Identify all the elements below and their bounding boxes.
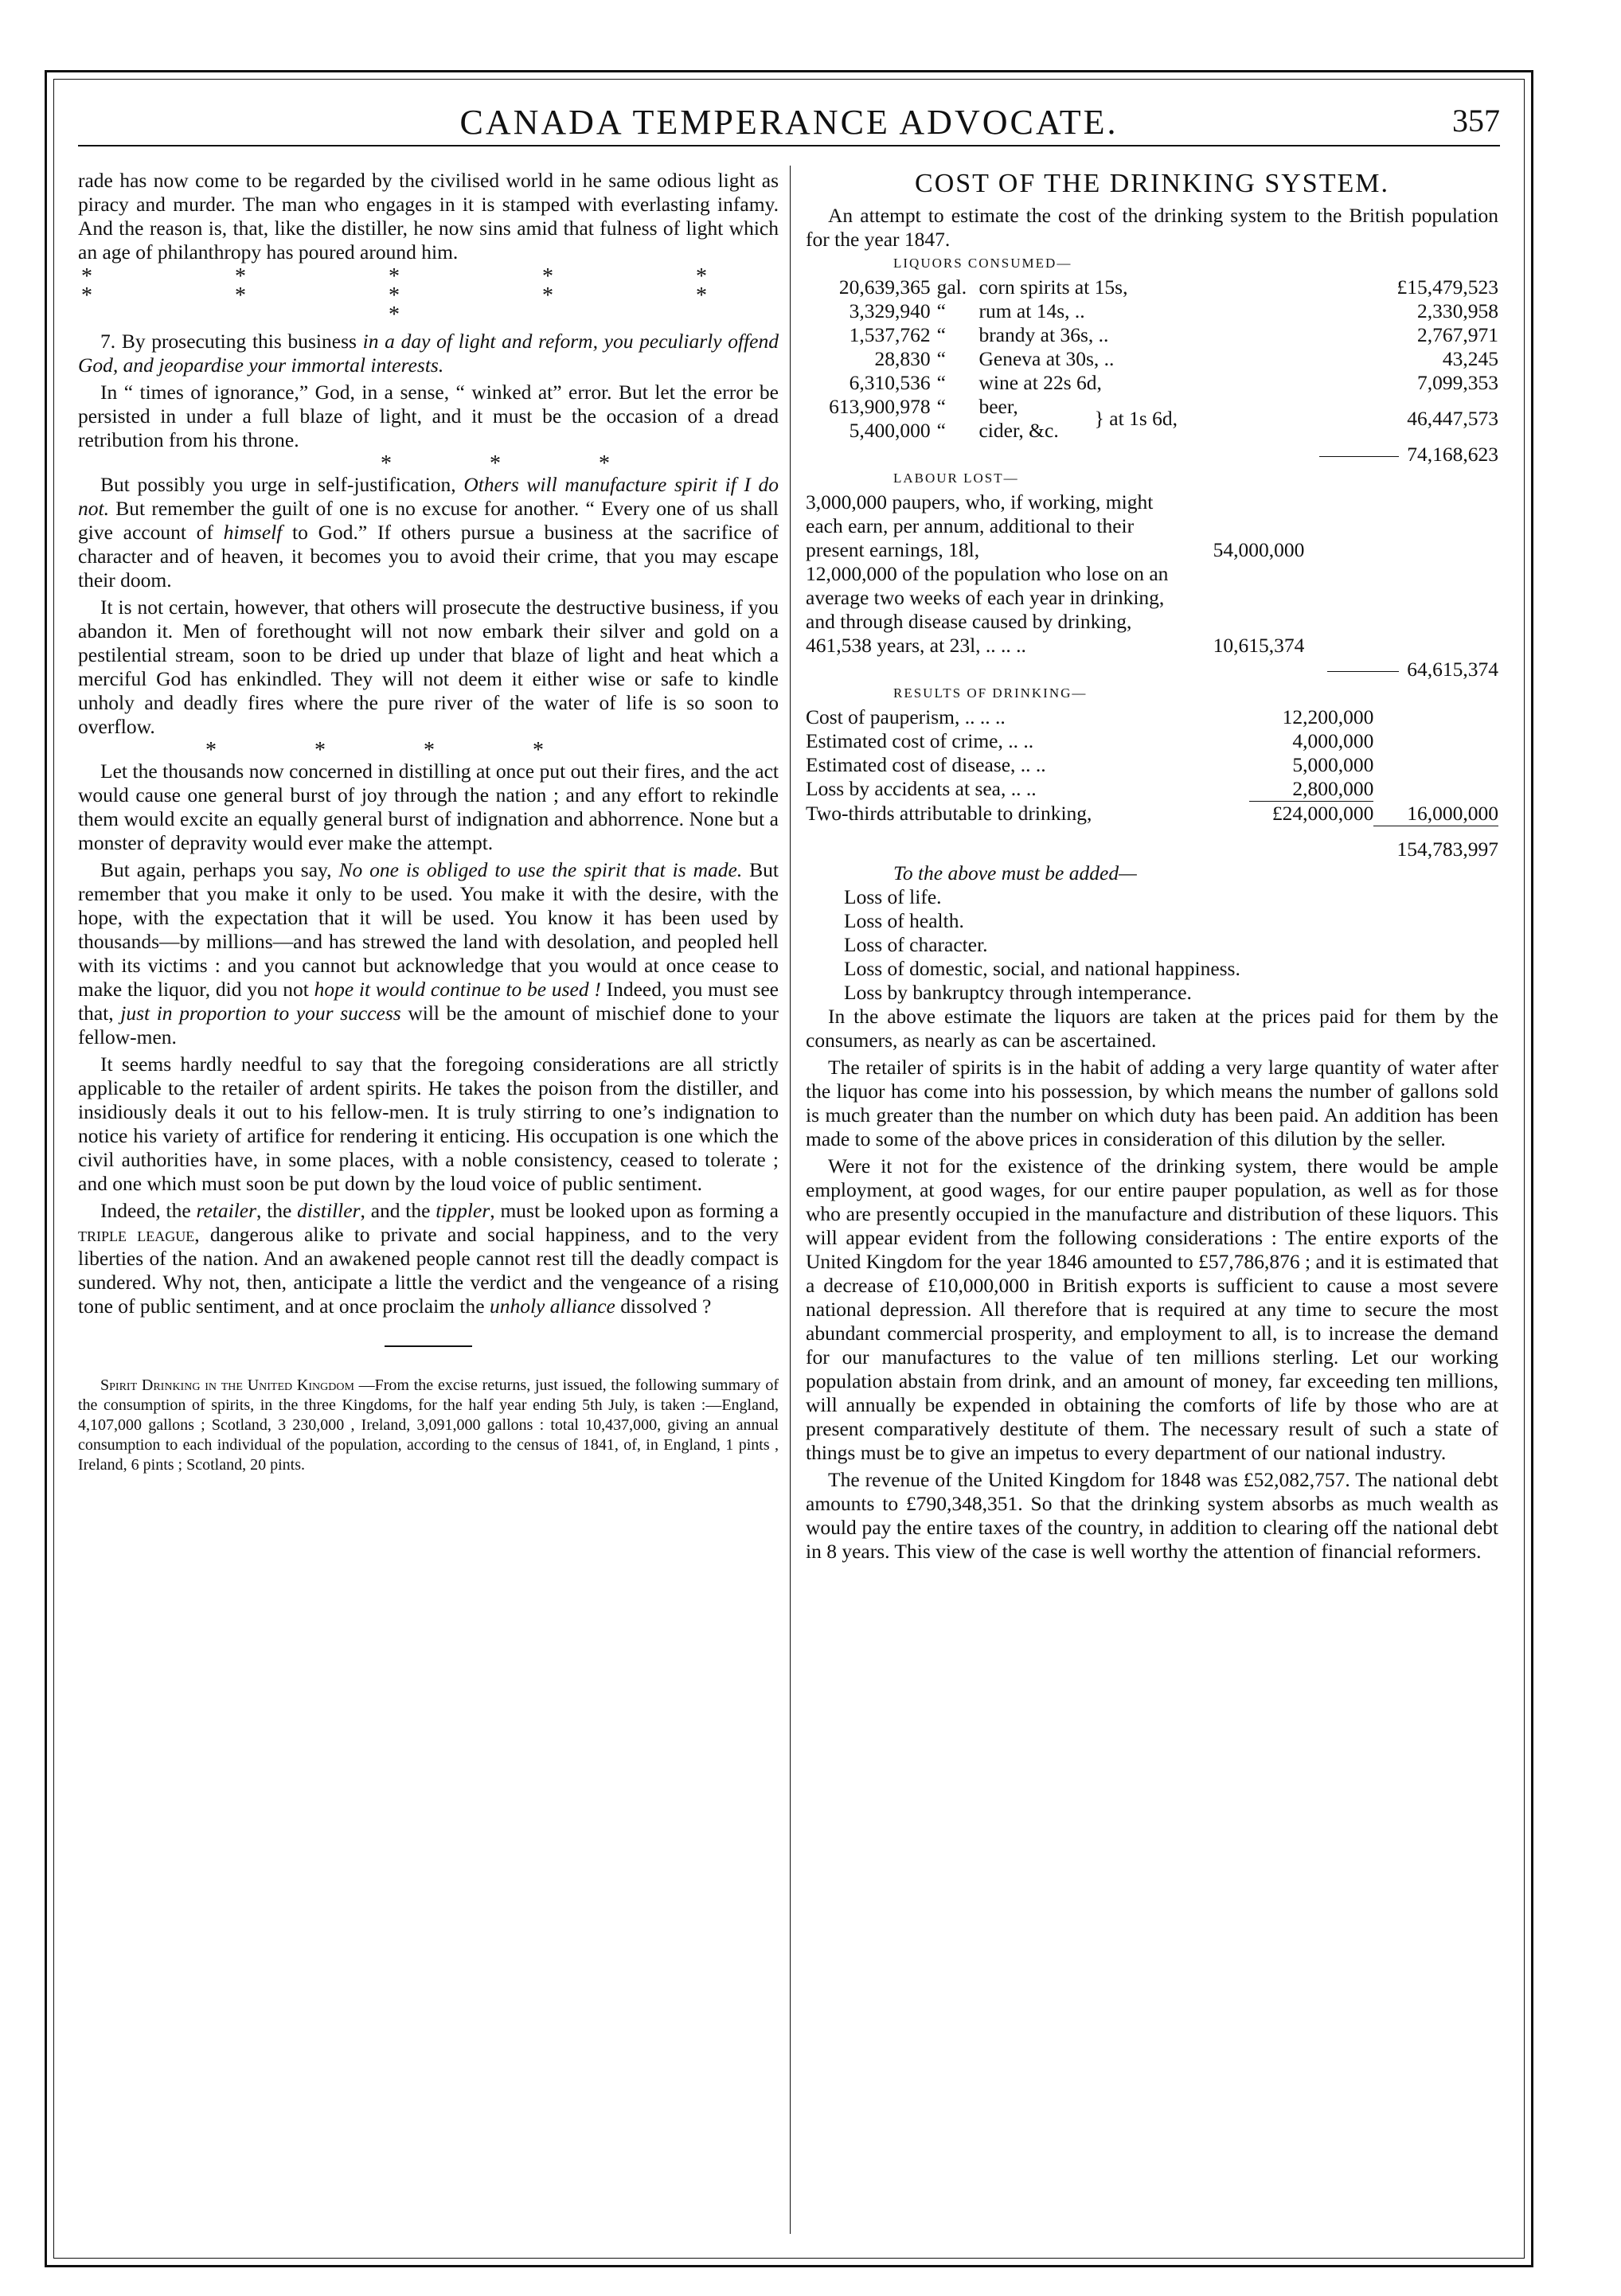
italic-run: retailer [196, 1199, 257, 1222]
text-run: , the [256, 1199, 298, 1222]
cell-amount: 2,767,971 [1417, 323, 1498, 346]
cell-desc: beer, [978, 395, 1018, 418]
page-frame [45, 70, 1533, 2267]
list-item: Loss of health. [844, 908, 964, 932]
table-row [806, 299, 1498, 323]
cell-quantity: 28,830 [874, 347, 931, 370]
cell-unit: gal. [936, 275, 967, 299]
italic-run: No one is obliged to use the spirit that is made. [338, 858, 743, 881]
paragraph: The retailer of spirits is in the habit of adding a very large quantity of water after the liquor has come into his possession, by which means the number of gallons sold is much greater than the number on which duty has been paid. An addition has been made to some of the above prices in consideration of this dilution by the seller. [806, 1055, 1498, 1150]
cell-desc: corn spirits at 15s, [978, 275, 1128, 299]
liquors-table [806, 275, 1498, 443]
paragraph: Were it not for the existence of the drinking system, there would be ample employment, at good wages, for our entire pauper population, as well as for those who are presently occupied in the manufacture and distribution of these liquors. This will appear evident from the following considerations : The entire exports of the United Kingdom for the year 1846 amounted to £57,786,876 ; and it is estimated that a decrease of £10,000,000 in British exports is sufficient to cause a most severe national depression. All therefore that is required at any time to secure the most abundant commercial prosperity, and employment to all, is to increase the demand for our manufactures to the value of ten millions sterling. Let our working population abstain from drink, and an amount of money, far exceeding ten millions, will annually be expended in obtaining the comforts of life by those who are at present comparatively destitute of them. The necessary result of such a state of things must be to give an impetus to every department of our national industry. [806, 1154, 1498, 1464]
cell-desc: rum at 14s, .. [978, 299, 1085, 322]
cell-desc: Estimated cost of crime, .. .. [806, 729, 1034, 752]
page-inner-frame [53, 79, 1525, 2259]
cell-quantity: 1,537,762 [849, 323, 931, 346]
table-row [806, 658, 1498, 681]
cell-desc: 12,000,000 of the population who lose on an average two weeks of each year in drinking, and through disease caused by drinking, 461,538 years, at 23l, .. .. .. [806, 562, 1169, 657]
italic-run: tippler [436, 1199, 490, 1222]
cell-empty [1373, 705, 1498, 729]
text-run: In “ times of ignorance,” God, in a sense, “ winked at” error. But let the error be persisted in under a full blaze of light, and it must be the occasion of a dread retribution from his throne. [78, 381, 779, 451]
text-run: But again, perhaps you say, [100, 858, 339, 881]
table-row [806, 777, 1498, 802]
cell-desc: Cost of pauperism, .. .. .. [806, 705, 1006, 728]
results-table [806, 705, 1498, 861]
column-divider [790, 166, 791, 2234]
table-subheading: LABOUR LOST— [893, 471, 1019, 486]
text-run: But remember that you make it only to be used. You make it with the desire, with the hope, with the expectation that it will be used. You know it has been used by thousands—by millions—and has strewed the land with desolation, and peopled hell with its victims : and you cannot but acknowledge that you would at once cease to make the liquor, did you not [78, 858, 779, 1001]
text-run: to God.” If others pursue a business at the sacrifice of character and of heaven, it becomes you to avoid their crime, that you may escape their doom. [78, 521, 779, 592]
cell-desc: Geneva at 30s, .. [978, 347, 1115, 370]
cell-amount: £15,479,523 [1396, 275, 1498, 299]
sum-rule [1327, 671, 1399, 672]
text-run: —From the excise returns, just issued, the following summary of the consumption of spirits, in the three Kingdoms, for the half year ending 5th July, is taken :—England, 4,107,000 gallons ; Scotland, 3 230,000 , Ireland, 3,091,000 gallons : total 10,437,000, giving an annual consumption to each individual of the population, according to the census of 1841, of, in England, 1 pints , Ireland, 6 pints ; Scotland, 20 pints. [78, 1376, 779, 1474]
table-row [806, 275, 1498, 299]
right-column [806, 169, 1498, 2234]
liquors-total-table [806, 443, 1498, 467]
cell-unit: “ [936, 395, 946, 418]
cell-unit: “ [936, 323, 946, 346]
table-row [806, 705, 1498, 729]
list-item: Loss of character. [844, 932, 988, 956]
labour-table [806, 490, 1498, 681]
text-run: , must be looked upon as forming a [490, 1199, 779, 1222]
journal-title: CANADA TEMPERANCE ADVOCATE. [459, 103, 1119, 142]
list-item: Loss by bankruptcy through intemperance. [844, 980, 1192, 1004]
table-subheading: LIQUORS CONSUMED— [893, 256, 1072, 271]
note-heading: Spirit Drinking in the United Kingdom [100, 1376, 354, 1394]
cell-empty [1373, 729, 1498, 753]
cell-amount: 16,000,000 [1407, 801, 1498, 825]
cell-amount: £24,000,000 [1249, 802, 1374, 826]
table-row [806, 395, 1498, 419]
sum-rule [1319, 456, 1399, 457]
paragraph: The revenue of the United Kingdom for 1848 was £52,082,757. The national debt amounts to £790,348,351. So that the drinking system absorbs as much wealth as would pay the entire taxes of the country, in addition to clearing off the national debt in 8 years. This view of the case is well worthy the attention of financial reformers. [806, 1467, 1498, 1563]
cell-unit: “ [936, 347, 946, 370]
table-row [806, 753, 1498, 777]
table-row [806, 802, 1498, 826]
cell-amount: 10,615,374 [1213, 634, 1305, 657]
text-run: Indeed, the [100, 1199, 197, 1222]
cell-amount: 46,447,573 [1407, 407, 1498, 430]
italic-run: just in proportion to your success [120, 1002, 401, 1025]
italic-run: himself [223, 521, 283, 544]
table-row [806, 323, 1498, 347]
cell-quantity: 20,639,365 [838, 275, 931, 299]
left-column [78, 169, 779, 2234]
cell-desc: cider, &c. [978, 419, 1059, 442]
paragraph [78, 473, 779, 592]
paragraph: It seems hardly needful to say that the foregoing considerations are all strictly applicable to the retailer of ardent spirits. He takes the poison from the distiller, and insidiously deals it out to his fellow-men. It is truly stirring to one’s indignation to notice his variety of artifice for rendering it enticing. His occupation is one which the civil authorities have, in some places, with a noble consistency, ceased to tolerate ; and one which must soon be put down by the loud voice of public sentiment. [78, 1052, 779, 1195]
text-run: But remember the guilt of one is no excuse for another. “ Every one of us shall give account of [78, 497, 779, 544]
paragraph [78, 1376, 779, 1475]
text-run: 7. By prosecuting this business [100, 330, 363, 353]
cell-desc: Estimated cost of disease, .. .. [806, 753, 1046, 776]
page-number: 357 [1452, 103, 1500, 139]
italic-run: Others will manufacture spirit if I do not. [78, 473, 779, 520]
paragraph [78, 1199, 779, 1318]
paragraph: Let the thousands now concerned in distilling at once put out their fires, and the act would cause one general burst of joy through the nation ; and any effort to rekindle them would excite an equally general burst of indignation and abhorrence. None but a monster of depravity would ever make the attempt. [78, 759, 779, 854]
cell-unit: “ [936, 371, 946, 394]
added-heading: To the above must be added— [893, 861, 1137, 884]
italic-run: distiller [297, 1199, 361, 1222]
list-item: Loss of domestic, social, and national happiness. [844, 956, 1240, 980]
liquors-total [1304, 443, 1498, 467]
cell-desc: 3,000,000 paupers, who, if working, might each earn, per annum, additional to their present earnings, 18l, [806, 490, 1154, 561]
cell-desc: wine at 22s 6d, [978, 371, 1102, 394]
labour-total [1304, 658, 1498, 681]
cell-amount: 5,000,000 [1292, 753, 1374, 776]
italic-run: in a day of light and reform, you peculiarly offend God, and jeopardise your immortal interests. [78, 330, 779, 377]
text-run: But possibly you urge in self-justification, [100, 473, 464, 496]
paragraph: rade has now come to be regarded by the civilised world in he same odious light as piracy and murder. The man who engages in it is stamped with everlasting infamy. And the reason is, that, like the distiller, he now sins amid that fulness of light which an age of philanthropy has poured around him. [78, 169, 779, 264]
paragraph [78, 330, 779, 377]
labour-total-value: 64,615,374 [1407, 658, 1498, 681]
table-row [806, 562, 1498, 658]
text-run: will be the amount of mischief done to your fellow-men. [78, 1002, 779, 1048]
text-run: dissolved ? [615, 1294, 712, 1318]
cell-desc: Loss by accidents at sea, .. .. [806, 777, 1037, 800]
cell-amount: 12,200,000 [1282, 705, 1374, 728]
list-item: Loss of life. [844, 884, 942, 908]
cell-empty [1373, 753, 1498, 777]
italic-run: unholy alliance [489, 1294, 615, 1318]
cell-amount: 43,245 [1442, 347, 1498, 370]
cell-desc: brandy at 36s, .. [978, 323, 1109, 346]
paragraph [78, 381, 779, 452]
cell-amount: 4,000,000 [1292, 729, 1374, 752]
cell-desc: Two-thirds attributable to drinking, [806, 801, 1092, 825]
grand-total: 154,783,997 [1373, 826, 1498, 861]
paragraph: An attempt to estimate the cost of the drinking system to the British population for the year 1847. [806, 204, 1498, 251]
section-break-stars: * * * * * * * * * * * [81, 264, 775, 327]
cell-unit: “ [936, 299, 946, 322]
table-row [806, 371, 1498, 395]
table-row [806, 347, 1498, 371]
cell-amount: 54,000,000 [1213, 538, 1305, 561]
cell-amount: 7,099,353 [1417, 371, 1498, 394]
short-rule [385, 1345, 472, 1347]
table-row [806, 729, 1498, 753]
cell-quantity: 613,900,978 [829, 395, 931, 418]
smallcaps-run: triple league [78, 1223, 195, 1246]
cell-amount: 2,800,000 [1249, 777, 1374, 802]
table-row [806, 826, 1498, 861]
paragraph [78, 858, 779, 1049]
cell-rate: } at 1s 6d, [1094, 407, 1178, 430]
cell-unit: “ [936, 419, 946, 442]
cell-amount: 2,330,958 [1417, 299, 1498, 322]
table-subheading: RESULTS OF DRINKING— [893, 685, 1088, 701]
section-title: COST OF THE DRINKING SYSTEM. [915, 169, 1389, 198]
cell-quantity: 3,329,940 [849, 299, 931, 322]
section-break-stars: * * * [381, 451, 656, 476]
italic-run: hope it would continue to be used ! [314, 978, 601, 1001]
cell-quantity: 6,310,536 [849, 371, 931, 394]
table-row [806, 490, 1498, 562]
liquors-total-value: 74,168,623 [1407, 443, 1498, 466]
paragraph: In the above estimate the liquors are taken at the prices paid for them by the consumers, as nearly as can be ascertained. [806, 1004, 1498, 1052]
text-run: , and the [360, 1199, 436, 1222]
running-header [78, 97, 1500, 146]
section-break-stars: * * * * [205, 738, 590, 763]
cell-empty [1373, 777, 1498, 802]
paragraph: It is not certain, however, that others will prosecute the destructive business, if you abandon it. Men of forethought will not now embark their silver and gold on a pestilential stream, soon to be dried up under that blaze of light and heat which a merciful God has enkindled. They will not deem it either wise or safe to kindle unholy and deadly fires where the pure river of the water of life is so soon to overflow. [78, 595, 779, 738]
table-row [806, 443, 1498, 467]
text-run: , dangerous alike to private and social happiness, and to the very liberties of the nation. And an awakened people cannot rest till the deadly compact is sundered. Why not, then, anticipate a little the verdict and the vengeance of a rising tone of public sentiment, and at once proclaim the [78, 1223, 779, 1318]
text-run: Indeed, you must see that, [78, 978, 779, 1025]
news-note [78, 1376, 779, 1475]
cell-quantity: 5,400,000 [849, 419, 931, 442]
added-list [806, 885, 1498, 1005]
